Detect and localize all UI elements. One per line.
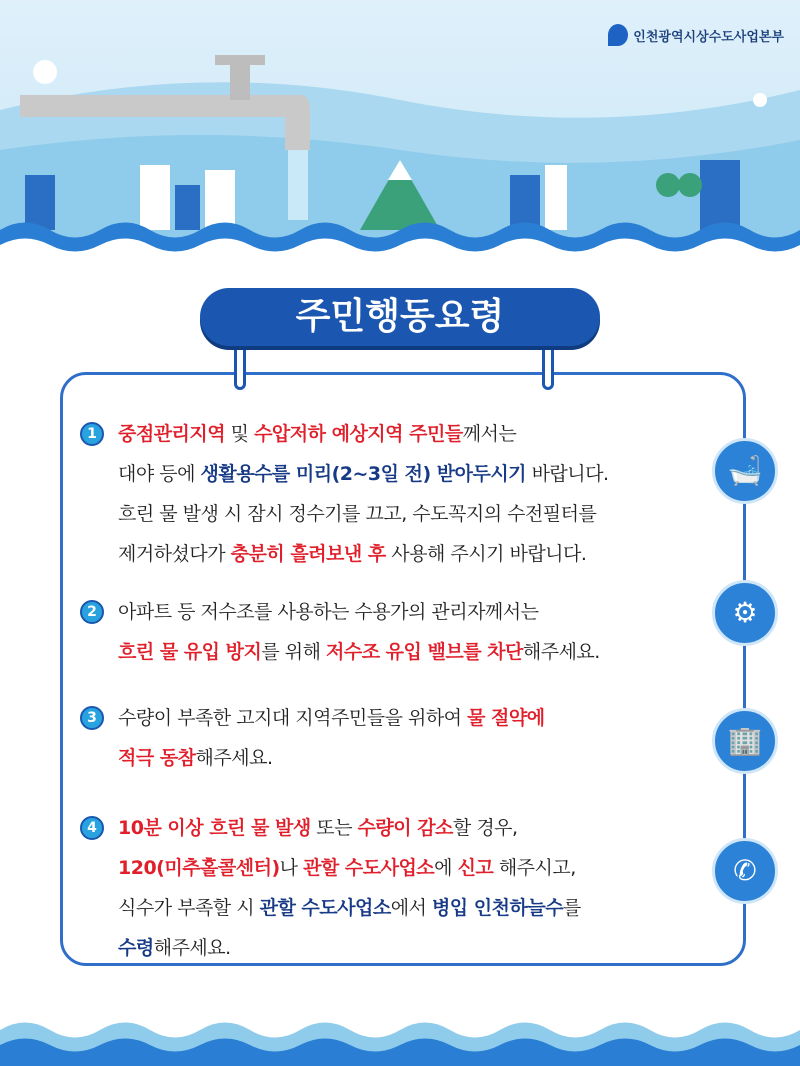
- item-number-badge: 4: [80, 816, 104, 840]
- highlight-text: 관할 수도사업소: [303, 857, 435, 879]
- text-segment: 께서는: [462, 423, 517, 445]
- highlight-text: 흐린 물 유입 방지: [118, 641, 262, 663]
- highlight-text: 물 절약에: [467, 707, 545, 729]
- instruction-line: [118, 892, 581, 932]
- instruction-line: [118, 932, 581, 972]
- highlight-text: 저수조 유입 밸브를 차단: [325, 641, 523, 663]
- instruction-line: [118, 458, 609, 498]
- text-segment: 제거하셨다가: [118, 543, 231, 565]
- instruction-line: [118, 702, 545, 742]
- highlight-text: 병입 인천하늘수: [431, 897, 564, 919]
- text-segment: 식수가 부족할 시: [118, 897, 260, 919]
- item-number-badge: 1: [80, 422, 104, 446]
- text-segment: 사용해 주시기 바랍니다.: [385, 543, 587, 565]
- apartment-icon: 🏢: [712, 708, 778, 774]
- instruction-item: [80, 702, 545, 782]
- highlight-text: 중점관리지역: [118, 423, 226, 445]
- text-segment: 아파트 등 저수조를 사용하는 수용가의 관리자께서는: [118, 601, 539, 623]
- bottom-wave-decoration: [0, 1010, 800, 1066]
- page-title: 주민행동요령: [200, 288, 600, 346]
- instruction-line: [118, 538, 609, 578]
- highlight-text: 생활용수를 미리(2~3일 전) 받아두시기: [200, 463, 527, 485]
- text-segment: 에서: [390, 897, 432, 919]
- item-number-badge: 2: [80, 600, 104, 624]
- text-segment: 를: [563, 897, 581, 919]
- text-segment: 및: [225, 423, 255, 445]
- instruction-item: [80, 812, 581, 972]
- organization-logo: [608, 24, 784, 46]
- text-segment: 수량이 부족한 고지대 지역주민들을 위하여: [118, 707, 468, 729]
- bathtub-icon: 🛁: [712, 438, 778, 504]
- text-segment: 할 경우,: [452, 817, 518, 839]
- instruction-line: [118, 596, 600, 636]
- highlight-text: 충분히 흘려보낸 후: [230, 543, 386, 565]
- text-segment: 해주세요.: [195, 747, 273, 769]
- text-segment: 해주시고,: [493, 857, 576, 879]
- highlight-text: 10분 이상 흐린 물 발생: [118, 817, 311, 839]
- text-segment: 대야 등에: [118, 463, 201, 485]
- highlight-text: 적극 동참: [118, 747, 196, 769]
- highlight-text: 수압저하 예상지역 주민들: [254, 423, 463, 445]
- instruction-line: [118, 812, 581, 852]
- text-segment: 해주세요.: [153, 937, 231, 959]
- text-segment: 바랍니다.: [526, 463, 609, 485]
- instruction-item: [80, 596, 600, 676]
- instruction-line: [118, 852, 581, 892]
- instruction-line: [118, 418, 609, 458]
- text-segment: 해주세요.: [522, 641, 600, 663]
- text-segment: 흐린 물 발생 시 잠시 정수기를 끄고, 수도꼭지의 수전필터를: [118, 503, 597, 525]
- highlight-text: 120(미추홀콜센터): [118, 857, 280, 879]
- valve-pipe-icon: ⚙: [712, 580, 778, 646]
- instruction-line: [118, 742, 545, 782]
- water-drop-logo-icon: [608, 24, 628, 46]
- highlight-text: 수령: [118, 937, 154, 959]
- organization-name: 인천광역시상수도사업본부: [633, 29, 784, 45]
- highlight-text: 신고: [457, 857, 494, 879]
- text-segment: 또는: [310, 817, 358, 839]
- highlight-text: 수량이 감소: [357, 817, 453, 839]
- phone-icon: ✆: [712, 838, 778, 904]
- text-segment: 나: [279, 857, 304, 879]
- highlight-text: 관할 수도사업소: [259, 897, 391, 919]
- text-segment: 를 위해: [261, 641, 326, 663]
- instruction-line: [118, 636, 600, 676]
- instruction-line: [118, 498, 609, 538]
- instruction-item: [80, 418, 609, 578]
- item-number-badge: 3: [80, 706, 104, 730]
- text-segment: 에: [434, 857, 458, 879]
